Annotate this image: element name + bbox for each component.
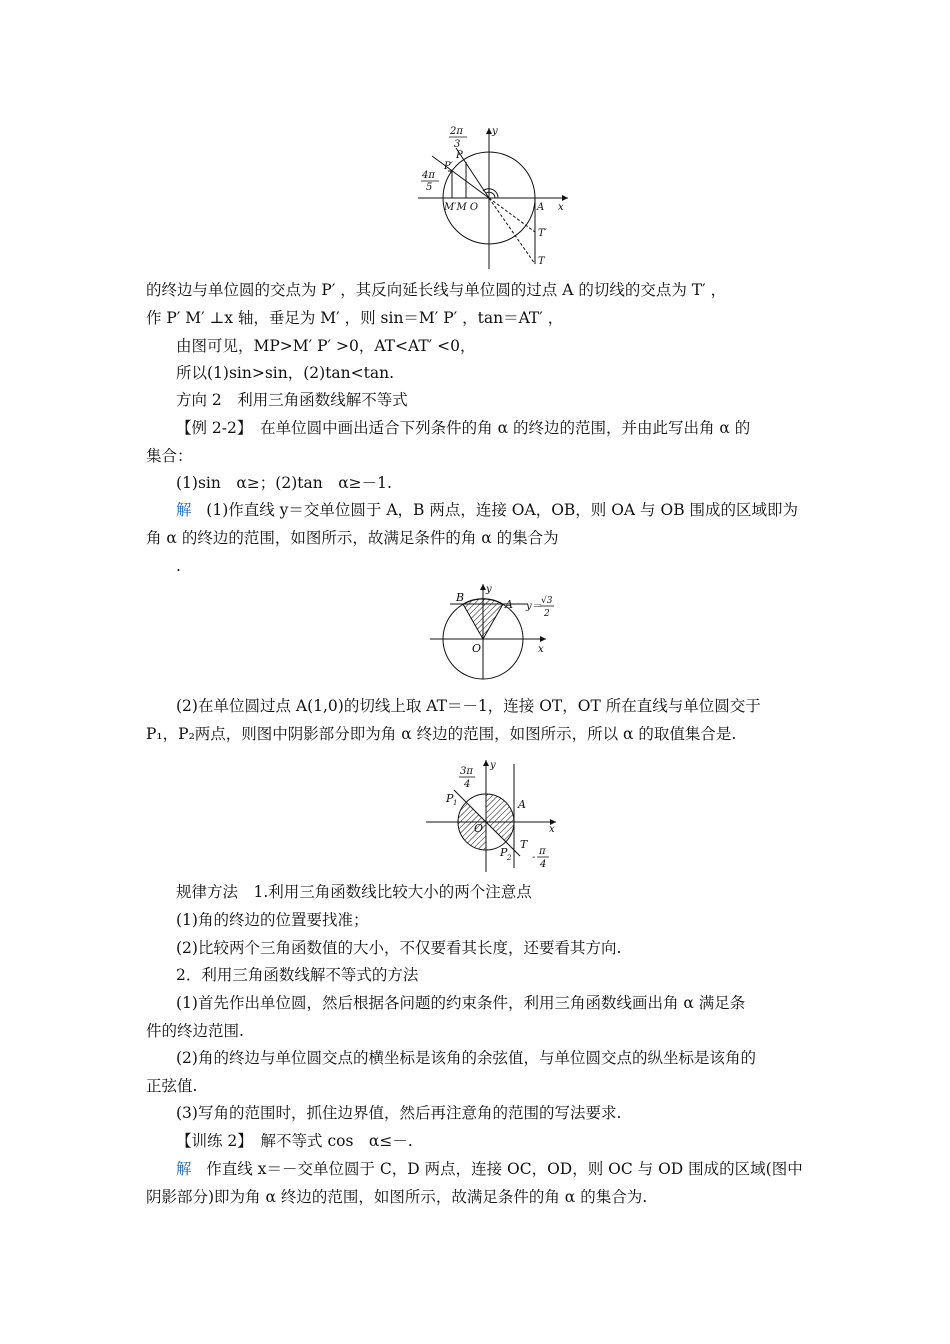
text-line: (2)在单位圆过点 A(1,0)的切线上取 AT＝－1，连接 OT，OT 所在直线与单位圆交于 [176,697,761,715]
text-line: 集合： [146,447,193,465]
text-line: . [176,557,181,575]
text-line: 正弦值. [146,1077,198,1095]
text-line: (3)写角的范围时，抓住边界值，然后再注意角的范围的写法要求. [176,1104,622,1122]
text-line: (1)首先作出单位圆，然后根据各问题的约束条件，利用三角函数线画出角 α 满足条 [176,994,746,1012]
fig3-label-O: O [474,822,484,835]
fig1-label-MMO: M′M O [444,202,479,213]
text-line: 的终边与单位圆的交点为 P′ ，其反向延长线与单位圆的过点 A 的切线的交点为 T′ ， [146,281,727,299]
fig2-y-label: y [486,584,492,595]
method-heading: 规律方法 1.利用三角函数线比较大小的两个注意点 [176,883,532,901]
text-line: 阴影部分)即为角 α 终边的范围，如图所示，故满足条件的角 α 的集合为. [146,1188,648,1206]
fig3-label-A: A [518,798,526,811]
fig1-frac-left-num: 4π [422,170,435,181]
fig2-x-label: x [538,644,544,655]
text-line: 作 P′ M′ ⊥x 轴，垂足为 M′ ，则 sin＝M′ P′ ，tan＝AT′ ， [146,309,564,327]
fig2-eq: y＝ [526,601,542,612]
solution-text: 作直线 x＝－交单位圆于 C，D 两点，连接 OC，OD，则 OC 与 OD 围成的区域(图中 [206,1160,803,1178]
fig1-label-T: T [538,256,545,267]
fig1-y-label: y [492,126,498,137]
fig3-label-P1: P [446,792,454,805]
fig3-y-label: y [490,760,496,771]
solution-label: 解 [176,501,192,519]
fig3-frac2-den: 4 [540,859,547,870]
fig2-label-O: O [472,642,482,655]
fig3-frac-den: 4 [464,779,471,790]
text-line: 2．利用三角函数线解不等式的方法 [176,966,419,984]
figure-trig-lines-comparison [418,122,578,272]
solution-label: 解 [176,1160,192,1178]
fig1-x-label: x [558,202,564,213]
figure-sin-region [428,582,568,682]
fig1-label-Tp: T′ [538,228,547,239]
fig3-label-T: T [520,838,528,851]
fig2-num: √3 [541,596,553,606]
text-line: 件的终边范围. [146,1022,244,1040]
fig1-frac-left-den: 5 [426,182,433,193]
fig2-den: 2 [544,609,550,619]
fig3-label-P2: P [500,846,508,859]
text-line: (1)角的终边的位置要找准； [176,911,369,929]
text-line: 由图可见，MP>M′ P′ >0，AT<AT′ <0， [176,337,476,355]
fig1-label-Pp: P′ [444,161,453,172]
text-line: (1)sin α≥；(2)tan α≥－1. [176,474,392,492]
fig3-sub-2: 2 [507,854,512,862]
fig1-label-P: P [456,150,463,161]
text-line: P₁，P₂两点，则图中阴影部分即为角 α 终边的范围，如图所示，所以 α 的取值集合是. [146,725,737,743]
fig1-frac-top-den: 3 [454,139,461,150]
fig2-label-A: A [505,598,513,611]
fig3-frac2-num: π [539,846,546,857]
solution-text: (1)作直线 y＝交单位圆于 A，B 两点，连接 OA，OB，则 OA 与 OB 围成的区域即为 [206,501,799,519]
fig3-frac-num: 3π [460,766,473,777]
text-line: 角 α 的终边的范围，如图所示，故满足条件的角 α 的集合为 [146,529,559,547]
training-heading: 【训练 2】 解不等式 cos α≤－. [176,1132,413,1150]
fig3-x-label: x [549,824,555,835]
text-line: (2)比较两个三角函数值的大小，不仅要看其长度，还要看其方向. [176,939,622,957]
fig3-neg: - [532,852,536,863]
figure-tan-region [424,756,564,876]
fig3-sub-1: 1 [453,799,458,807]
fig1-frac-top-num: 2π [450,126,463,137]
solution-line [176,500,798,520]
section-heading: 方向 2 利用三角函数线解不等式 [176,391,408,409]
solution-line [176,1159,803,1179]
example-heading: 【例 2-2】 在单位圆中画出适合下列条件的角 α 的终边的范围，并由此写出角 α 的 [176,419,751,437]
text-line: (2)角的终边与单位圆交点的横坐标是该角的余弦值，与单位圆交点的纵坐标是该角的 [176,1049,756,1067]
fig2-label-B: B [456,591,465,604]
text-line: 所以(1)sin>sin，(2)tan<tan. [176,364,395,382]
fig1-label-A: A [537,202,545,213]
